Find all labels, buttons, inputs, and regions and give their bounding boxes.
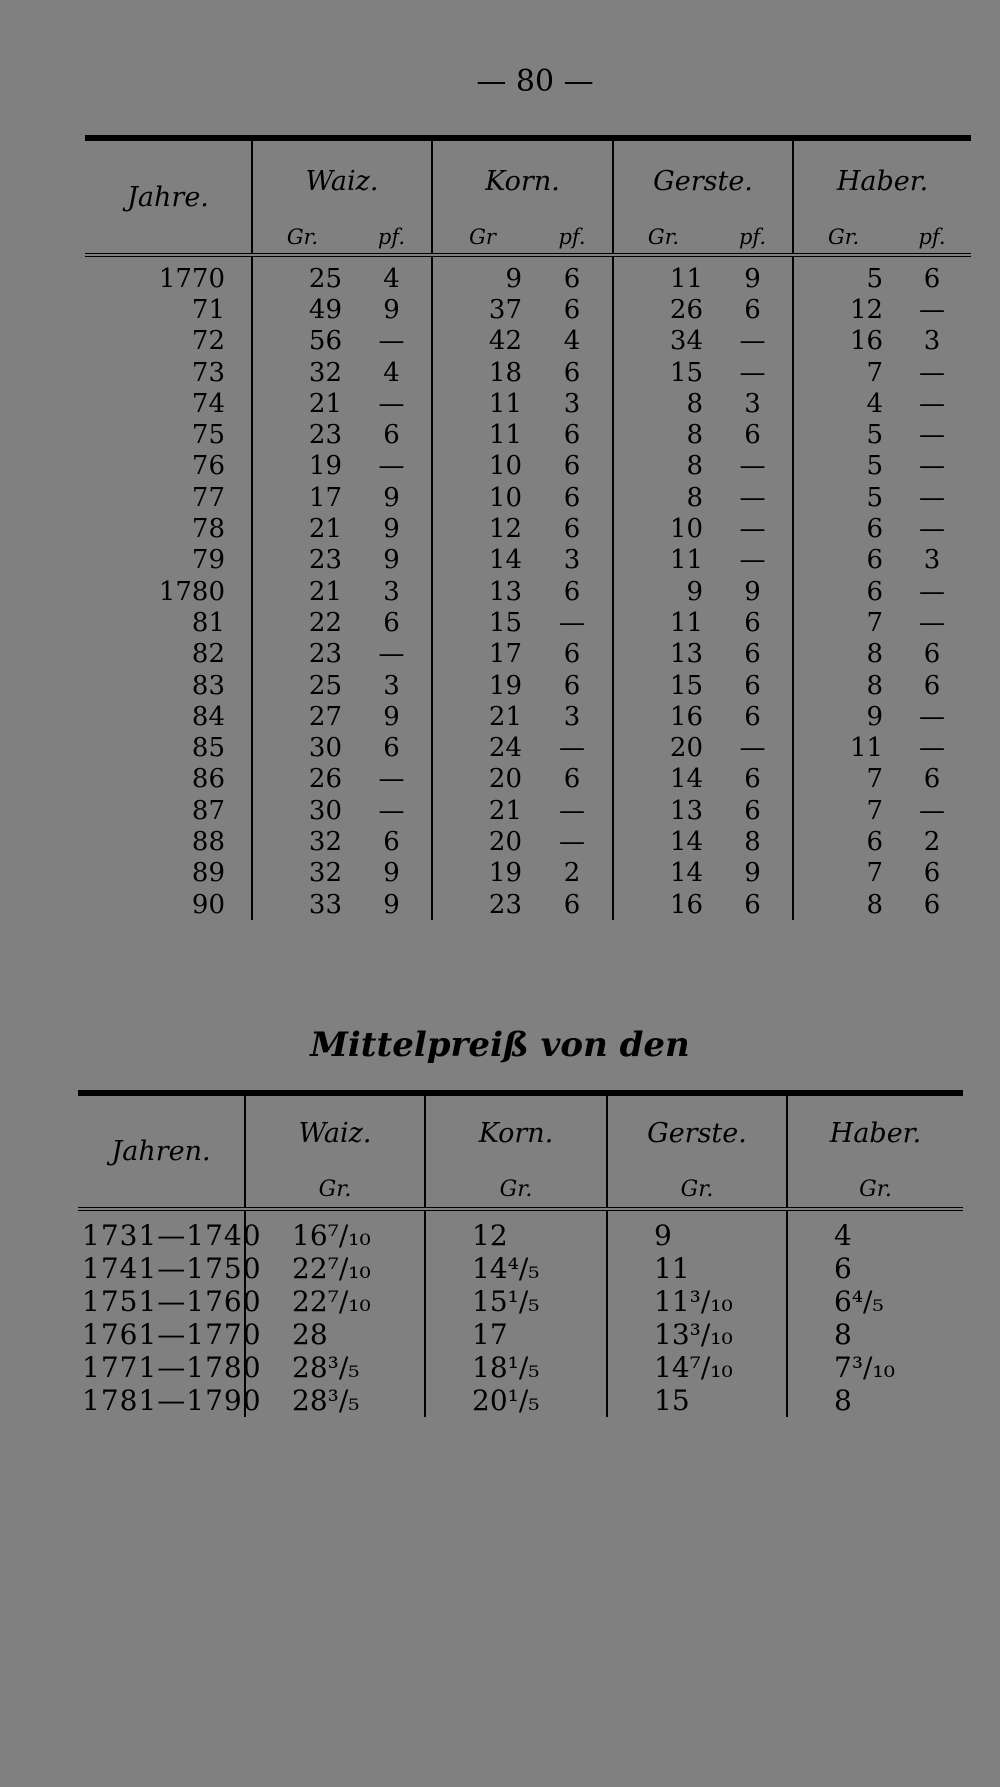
table-row xyxy=(85,795,971,826)
pfennig-cell: — xyxy=(919,514,946,545)
groschen-cell: 24 xyxy=(432,732,532,763)
subheader-pfennig: pf. xyxy=(352,221,432,255)
pfennig-cell: 2 xyxy=(563,858,581,889)
year-cell: 1780 xyxy=(158,576,225,607)
pfennig-cell: 6 xyxy=(744,420,761,451)
pfennig-cell: 4 xyxy=(383,357,400,388)
groschen-cell: 20 xyxy=(613,732,713,763)
pfennig-cell: 6 xyxy=(923,764,941,795)
pfennig-cell: 6 xyxy=(563,670,581,701)
groschen-cell: 30 xyxy=(252,732,352,763)
groschen-cell: 10 xyxy=(613,513,713,544)
table-row xyxy=(78,1285,963,1318)
groschen-cell: 14 xyxy=(613,764,713,795)
groschen-cell: 7 xyxy=(793,357,893,388)
groschen-cell: 56 xyxy=(252,326,352,357)
groschen-cell: 11 xyxy=(432,388,532,419)
groschen-cell: 11 xyxy=(613,545,713,576)
year-cell: 79 xyxy=(191,545,225,576)
groschen-cell: 14 xyxy=(432,545,532,576)
groschen-cell: 19 xyxy=(432,858,532,889)
groschen-cell: 5 xyxy=(793,255,893,294)
subheader-groschen: Gr. xyxy=(607,1171,787,1209)
pfennig-cell: — xyxy=(919,420,946,451)
groschen-cell: 23 xyxy=(252,545,352,576)
groschen-cell: 15 xyxy=(432,607,532,638)
groschen-cell: 20 xyxy=(432,764,532,795)
pfennig-cell: — xyxy=(739,326,766,357)
pfennig-cell: 6 xyxy=(744,795,761,826)
groschen-cell: 15 xyxy=(613,357,713,388)
subheader-pfennig: pf. xyxy=(893,221,971,255)
pfennig-cell: — xyxy=(559,733,586,764)
pfennig-cell: 9 xyxy=(744,858,761,889)
pfennig-cell: — xyxy=(378,388,405,419)
period-cell: 1751—1760 xyxy=(82,1285,262,1318)
year-cell: 87 xyxy=(191,795,225,826)
pfennig-cell: 2 xyxy=(923,826,941,857)
groschen-cell: 8 xyxy=(613,451,713,482)
price-cell: 22⁷/₁₀ xyxy=(245,1285,425,1318)
pfennig-cell: 9 xyxy=(383,294,400,325)
pfennig-cell: 4 xyxy=(563,326,581,357)
groschen-cell: 21 xyxy=(432,795,532,826)
groschen-cell: 49 xyxy=(252,294,352,325)
groschen-cell: 5 xyxy=(793,482,893,513)
table-row xyxy=(85,357,971,388)
groschen-cell: 19 xyxy=(252,451,352,482)
groschen-cell: 5 xyxy=(793,419,893,450)
col-header-barley: Gerste. xyxy=(607,1093,787,1171)
groschen-cell: 6 xyxy=(793,513,893,544)
col-header-oats: Haber. xyxy=(787,1093,963,1171)
year-cell: 75 xyxy=(191,420,225,451)
annual-grain-price-table xyxy=(85,135,971,920)
price-cell: 13³/₁₀ xyxy=(607,1318,787,1351)
year-cell: 71 xyxy=(191,294,225,325)
table-row xyxy=(85,607,971,638)
year-cell: 77 xyxy=(191,482,225,513)
pfennig-cell: 6 xyxy=(563,514,581,545)
price-cell: 28 xyxy=(245,1318,425,1351)
pfennig-cell: — xyxy=(739,545,766,576)
year-cell: 84 xyxy=(191,701,225,732)
year-cell: 81 xyxy=(191,607,225,638)
pfennig-cell: — xyxy=(919,482,946,513)
year-cell: 88 xyxy=(191,826,225,857)
table-row xyxy=(85,732,971,763)
pfennig-cell: 9 xyxy=(744,576,761,607)
pfennig-cell: 6 xyxy=(923,670,941,701)
groschen-cell: 21 xyxy=(252,576,352,607)
groschen-cell: 7 xyxy=(793,764,893,795)
year-cell: 82 xyxy=(191,639,225,670)
pfennig-cell: — xyxy=(919,451,946,482)
pfennig-cell: 3 xyxy=(923,545,941,576)
subheader-groschen: Gr xyxy=(432,221,532,255)
table-row xyxy=(85,545,971,576)
groschen-cell: 13 xyxy=(613,639,713,670)
year-cell: 72 xyxy=(191,326,225,357)
groschen-cell: 25 xyxy=(252,670,352,701)
groschen-cell: 9 xyxy=(432,255,532,294)
price-cell: 20¹/₅ xyxy=(425,1384,607,1417)
groschen-cell: 9 xyxy=(793,701,893,732)
pfennig-cell: 6 xyxy=(383,420,400,451)
groschen-cell: 17 xyxy=(252,482,352,513)
groschen-cell: 42 xyxy=(432,326,532,357)
table-row xyxy=(85,576,971,607)
col-header-rye: Korn. xyxy=(432,138,613,221)
groschen-cell: 23 xyxy=(432,889,532,920)
groschen-cell: 7 xyxy=(793,858,893,889)
price-cell: 15 xyxy=(607,1384,787,1417)
pfennig-cell: 6 xyxy=(563,764,581,795)
groschen-cell: 8 xyxy=(793,889,893,920)
pfennig-cell: 6 xyxy=(563,294,581,325)
table-row xyxy=(85,419,971,450)
decade-average-price-table xyxy=(78,1090,963,1417)
col-header-years: Jahren. xyxy=(78,1093,245,1209)
groschen-cell: 26 xyxy=(252,764,352,795)
price-cell: 18¹/₅ xyxy=(425,1351,607,1384)
price-cell: 8 xyxy=(787,1384,963,1417)
pfennig-cell: — xyxy=(378,764,405,795)
subheader-pfennig: pf. xyxy=(532,221,613,255)
pfennig-cell: — xyxy=(739,482,766,513)
pfennig-cell: 3 xyxy=(383,670,400,701)
period-cell: 1771—1780 xyxy=(82,1351,262,1384)
groschen-cell: 27 xyxy=(252,701,352,732)
subheader-groschen: Gr. xyxy=(787,1171,963,1209)
groschen-cell: 13 xyxy=(432,576,532,607)
table-row xyxy=(85,255,971,294)
col-header-barley: Gerste. xyxy=(613,138,793,221)
year-cell: 90 xyxy=(191,889,225,920)
price-cell: 7³/₁₀ xyxy=(787,1351,963,1384)
table-row xyxy=(85,388,971,419)
subheader-groschen: Gr. xyxy=(613,221,713,255)
groschen-cell: 23 xyxy=(252,639,352,670)
groschen-cell: 21 xyxy=(432,701,532,732)
price-cell: 22⁷/₁₀ xyxy=(245,1252,425,1285)
groschen-cell: 20 xyxy=(432,826,532,857)
pfennig-cell: 6 xyxy=(744,294,761,325)
subheader-groschen: Gr. xyxy=(245,1171,425,1209)
table-row xyxy=(78,1209,963,1252)
table-row xyxy=(78,1384,963,1417)
groschen-cell: 17 xyxy=(432,639,532,670)
pfennig-cell: 9 xyxy=(383,889,400,920)
pfennig-cell: 6 xyxy=(744,607,761,638)
groschen-cell: 7 xyxy=(793,607,893,638)
pfennig-cell: 6 xyxy=(744,639,761,670)
pfennig-cell: 6 xyxy=(923,639,941,670)
subheader-groschen: Gr. xyxy=(793,221,893,255)
groschen-cell: 10 xyxy=(432,451,532,482)
pfennig-cell: — xyxy=(559,826,586,857)
groschen-cell: 37 xyxy=(432,294,532,325)
price-cell: 16⁷/₁₀ xyxy=(245,1209,425,1252)
pfennig-cell: 6 xyxy=(563,357,581,388)
groschen-cell: 16 xyxy=(793,326,893,357)
subheader-groschen: Gr. xyxy=(252,221,352,255)
pfennig-cell: 6 xyxy=(923,263,941,294)
pfennig-cell: 6 xyxy=(563,889,581,920)
year-cell: 85 xyxy=(191,733,225,764)
groschen-cell: 6 xyxy=(793,826,893,857)
pfennig-cell: 9 xyxy=(383,514,400,545)
pfennig-cell: — xyxy=(559,795,586,826)
price-cell: 4 xyxy=(787,1209,963,1252)
pfennig-cell: — xyxy=(919,576,946,607)
price-cell: 8 xyxy=(787,1318,963,1351)
table-row xyxy=(85,764,971,795)
pfennig-cell: 3 xyxy=(563,701,581,732)
page-number: — 80 — xyxy=(476,64,594,99)
groschen-cell: 11 xyxy=(432,419,532,450)
groschen-cell: 23 xyxy=(252,419,352,450)
pfennig-cell: — xyxy=(739,733,766,764)
year-cell: 78 xyxy=(191,514,225,545)
pfennig-cell: 9 xyxy=(383,482,400,513)
groschen-cell: 12 xyxy=(432,513,532,544)
table-row xyxy=(85,858,971,889)
year-cell: 76 xyxy=(191,451,225,482)
pfennig-cell: — xyxy=(378,639,405,670)
groschen-cell: 30 xyxy=(252,795,352,826)
table-row xyxy=(85,670,971,701)
col-header-years: Jahre. xyxy=(85,138,252,255)
groschen-cell: 9 xyxy=(613,576,713,607)
pfennig-cell: — xyxy=(378,795,405,826)
pfennig-cell: 6 xyxy=(563,482,581,513)
year-cell: 1770 xyxy=(158,263,225,294)
subheader-pfennig: pf. xyxy=(713,221,793,255)
pfennig-cell: 8 xyxy=(744,826,761,857)
table-row xyxy=(78,1252,963,1285)
pfennig-cell: 3 xyxy=(383,576,400,607)
table-row xyxy=(85,701,971,732)
groschen-cell: 8 xyxy=(793,639,893,670)
groschen-cell: 34 xyxy=(613,326,713,357)
pfennig-cell: 6 xyxy=(383,733,400,764)
groschen-cell: 6 xyxy=(793,576,893,607)
pfennig-cell: — xyxy=(378,326,405,357)
pfennig-cell: 6 xyxy=(383,607,400,638)
groschen-cell: 33 xyxy=(252,889,352,920)
groschen-cell: 25 xyxy=(252,255,352,294)
groschen-cell: 8 xyxy=(613,419,713,450)
table-row xyxy=(78,1351,963,1384)
average-price-title: Mittelpreiß von den xyxy=(310,1025,690,1065)
period-cell: 1741—1750 xyxy=(82,1252,262,1285)
year-cell: 83 xyxy=(191,670,225,701)
year-cell: 86 xyxy=(191,764,225,795)
pfennig-cell: 3 xyxy=(563,388,581,419)
price-cell: 11³/₁₀ xyxy=(607,1285,787,1318)
price-cell: 6 xyxy=(787,1252,963,1285)
groschen-cell: 32 xyxy=(252,357,352,388)
groschen-cell: 5 xyxy=(793,451,893,482)
pfennig-cell: 9 xyxy=(383,858,400,889)
pfennig-cell: 9 xyxy=(383,545,400,576)
pfennig-cell: — xyxy=(378,451,405,482)
price-cell: 15¹/₅ xyxy=(425,1285,607,1318)
price-cell: 12 xyxy=(425,1209,607,1252)
pfennig-cell: — xyxy=(919,733,946,764)
pfennig-cell: 6 xyxy=(563,263,581,294)
groschen-cell: 7 xyxy=(793,795,893,826)
groschen-cell: 26 xyxy=(613,294,713,325)
pfennig-cell: 6 xyxy=(744,670,761,701)
col-header-oats: Haber. xyxy=(793,138,971,221)
pfennig-cell: 9 xyxy=(383,701,400,732)
table-row xyxy=(85,482,971,513)
pfennig-cell: — xyxy=(739,357,766,388)
groschen-cell: 12 xyxy=(793,294,893,325)
table-row xyxy=(85,451,971,482)
period-cell: 1731—1740 xyxy=(82,1219,262,1252)
price-cell: 14⁷/₁₀ xyxy=(607,1351,787,1384)
groschen-cell: 11 xyxy=(613,607,713,638)
pfennig-cell: — xyxy=(739,451,766,482)
groschen-cell: 4 xyxy=(793,388,893,419)
table-row xyxy=(85,294,971,325)
pfennig-cell: 3 xyxy=(563,545,581,576)
year-cell: 74 xyxy=(191,388,225,419)
table-row xyxy=(85,639,971,670)
table-row xyxy=(85,826,971,857)
pfennig-cell: 6 xyxy=(744,764,761,795)
pfennig-cell: — xyxy=(739,514,766,545)
groschen-cell: 8 xyxy=(613,482,713,513)
pfennig-cell: — xyxy=(559,607,586,638)
pfennig-cell: — xyxy=(919,294,946,325)
groschen-cell: 22 xyxy=(252,607,352,638)
groschen-cell: 19 xyxy=(432,670,532,701)
pfennig-cell: 6 xyxy=(563,451,581,482)
price-cell: 14⁴/₅ xyxy=(425,1252,607,1285)
pfennig-cell: 6 xyxy=(563,576,581,607)
groschen-cell: 16 xyxy=(613,701,713,732)
table-row xyxy=(85,513,971,544)
groschen-cell: 10 xyxy=(432,482,532,513)
table-row xyxy=(85,326,971,357)
pfennig-cell: 6 xyxy=(923,858,941,889)
pfennig-cell: 6 xyxy=(563,420,581,451)
groschen-cell: 8 xyxy=(793,670,893,701)
groschen-cell: 16 xyxy=(613,889,713,920)
price-cell: 6⁴/₅ xyxy=(787,1285,963,1318)
groschen-cell: 6 xyxy=(793,545,893,576)
groschen-cell: 11 xyxy=(613,255,713,294)
pfennig-cell: — xyxy=(919,795,946,826)
col-header-wheat: Waiz. xyxy=(245,1093,425,1171)
pfennig-cell: 3 xyxy=(923,326,941,357)
groschen-cell: 13 xyxy=(613,795,713,826)
pfennig-cell: 6 xyxy=(563,639,581,670)
groschen-cell: 8 xyxy=(613,388,713,419)
period-cell: 1781—1790 xyxy=(82,1384,262,1417)
price-cell: 17 xyxy=(425,1318,607,1351)
pfennig-cell: 6 xyxy=(923,889,941,920)
groschen-cell: 21 xyxy=(252,513,352,544)
groschen-cell: 11 xyxy=(793,732,893,763)
groschen-cell: 18 xyxy=(432,357,532,388)
year-cell: 89 xyxy=(191,858,225,889)
pfennig-cell: 6 xyxy=(744,889,761,920)
col-header-wheat: Waiz. xyxy=(252,138,432,221)
price-cell: 9 xyxy=(607,1209,787,1252)
pfennig-cell: — xyxy=(919,607,946,638)
pfennig-cell: — xyxy=(919,701,946,732)
pfennig-cell: 9 xyxy=(744,263,761,294)
table-row xyxy=(85,889,971,920)
pfennig-cell: — xyxy=(919,357,946,388)
price-cell: 28³/₅ xyxy=(245,1384,425,1417)
pfennig-cell: — xyxy=(919,388,946,419)
groschen-cell: 21 xyxy=(252,388,352,419)
groschen-cell: 15 xyxy=(613,670,713,701)
year-cell: 73 xyxy=(191,357,225,388)
groschen-cell: 32 xyxy=(252,858,352,889)
groschen-cell: 32 xyxy=(252,826,352,857)
col-header-rye: Korn. xyxy=(425,1093,607,1171)
subheader-groschen: Gr. xyxy=(425,1171,607,1209)
table-row xyxy=(78,1318,963,1351)
pfennig-cell: 6 xyxy=(744,701,761,732)
pfennig-cell: 6 xyxy=(383,826,400,857)
price-cell: 11 xyxy=(607,1252,787,1285)
groschen-cell: 14 xyxy=(613,858,713,889)
pfennig-cell: 4 xyxy=(383,263,400,294)
price-cell: 28³/₅ xyxy=(245,1351,425,1384)
period-cell: 1761—1770 xyxy=(82,1318,262,1351)
groschen-cell: 14 xyxy=(613,826,713,857)
pfennig-cell: 3 xyxy=(744,388,761,419)
